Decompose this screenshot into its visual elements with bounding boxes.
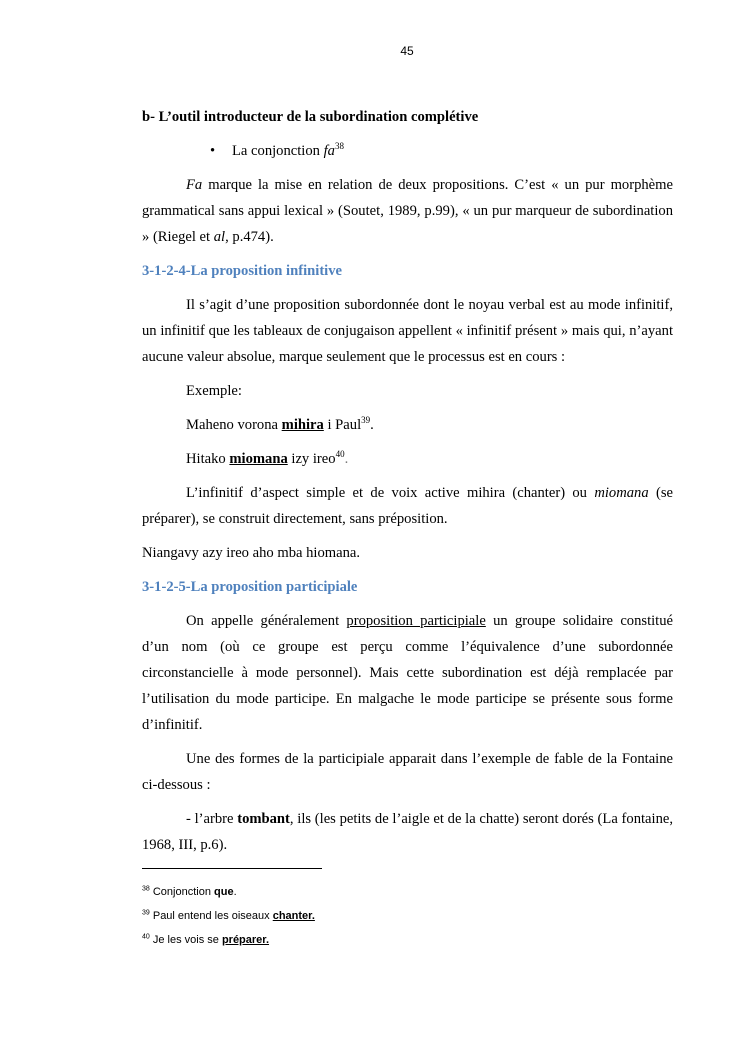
example-1-after: i Paul	[323, 417, 362, 433]
sentence-niangavy: Niangavy azy ireo aho mba hiomana.	[142, 545, 361, 561]
al-italic: al	[213, 229, 226, 245]
page-body	[142, 104, 673, 866]
fa-italic: Fa	[186, 177, 203, 193]
section-heading-infinitive: 3-1-2-4-La proposition infinitive	[142, 263, 343, 279]
footnote-separator	[142, 868, 322, 869]
participial-term: proposition participiale	[346, 613, 486, 629]
footnote-40-bold: préparer.	[221, 934, 270, 946]
footnote-39-number: 39	[142, 909, 150, 917]
footnote-40	[142, 928, 673, 952]
footnote-38-bold: que	[214, 886, 234, 898]
paragraph-aspect-after: (se préparer), se construit directement, sans préposition.	[142, 485, 673, 527]
example-2-after: izy ireo	[287, 451, 336, 467]
paragraph-arbre-after: , ils (les petits de l’aigle et de la chatte) seront dorés (La fontaine, 1968, III, p.6).	[142, 811, 673, 853]
paragraph-aspect	[142, 480, 673, 532]
footnote-38-text: Conjonction	[149, 886, 215, 898]
miomana-italic: miomana	[594, 485, 649, 501]
footnote-ref-40[interactable]: 40	[335, 449, 345, 460]
page-number: 45	[400, 44, 414, 58]
footnote-ref-38[interactable]: 38	[334, 141, 344, 152]
bullet-italic: fa	[323, 143, 335, 159]
paragraph-infinitive: Il s’agit d’une proposition subordonnée dont le noyau verbal est au mode infinitif, un infinitif que les tableaux de conjugaison appellent « infinitif présent » mais qui, n’ayant aucune valeur absolue, marque seulement que le processus est en cours :	[142, 297, 673, 365]
example-2-verb: miomana	[229, 451, 288, 467]
example-1-before: Maheno vorona	[186, 417, 282, 433]
bullet-icon: •	[210, 143, 216, 159]
subheading-b: b- L’outil introducteur de la subordination complétive	[142, 109, 479, 125]
example-1-end: .	[370, 417, 374, 433]
footnote-40-text: Je les vois se	[149, 934, 222, 946]
footnote-38-number: 38	[142, 885, 150, 893]
example-sentence-2	[142, 446, 673, 472]
footnote-39-text: Paul entend les oiseaux	[149, 910, 273, 922]
footnote-39	[142, 904, 673, 928]
tombant-bold: tombant	[237, 811, 290, 827]
footnote-38-end: .	[233, 886, 237, 898]
bullet-item	[142, 138, 673, 164]
paragraph-aspect-before: L’infinitif d’aspect simple et de voix active mihira (chanter) ou	[186, 485, 595, 501]
example-2-before: Hitako	[186, 451, 230, 467]
paragraph-fa-text: marque la mise en relation de deux propositions. C’est « un pur morphème grammatical sans appui lexical » (Soutet, 1989, p.99), « un pur marqueur de subordination » (Riegel et	[142, 177, 673, 245]
section-heading-participial: 3-1-2-5-La proposition participiale	[142, 579, 358, 595]
paragraph-arbre-before: - l’arbre	[186, 811, 238, 827]
paragraph-participial	[142, 608, 673, 738]
paragraph-fa	[142, 172, 673, 250]
paragraph-fa-end: , p.474).	[225, 229, 274, 245]
footnote-ref-39[interactable]: 39	[361, 415, 371, 426]
example-label: Exemple:	[186, 383, 242, 399]
footnote-38	[142, 880, 673, 904]
bullet-text: La conjonction	[232, 143, 324, 159]
paragraph-participial-before: On appelle généralement	[186, 613, 347, 629]
footnote-39-bold: chanter.	[272, 910, 315, 922]
paragraph-arbre	[142, 806, 673, 858]
footnotes	[142, 880, 673, 952]
example-1-verb: mihira	[281, 417, 324, 433]
paragraph-fable: Une des formes de la participiale apparait dans l’exemple de fable de la Fontaine ci-dessous :	[142, 751, 673, 793]
example-sentence-1	[142, 412, 673, 438]
footnote-40-number: 40	[142, 933, 150, 941]
example-2-end: .	[344, 451, 349, 467]
paragraph-participial-after: un groupe solidaire constitué d’un nom (où ce groupe est perçu comme l’équivalence d’une subordonnée circonstancielle à mode personnel). Mais cette subordination est déjà remplacée par l’utilisation du mode participe. En malgache le mode participe se présente sous forme d’infinitif.	[142, 613, 674, 733]
